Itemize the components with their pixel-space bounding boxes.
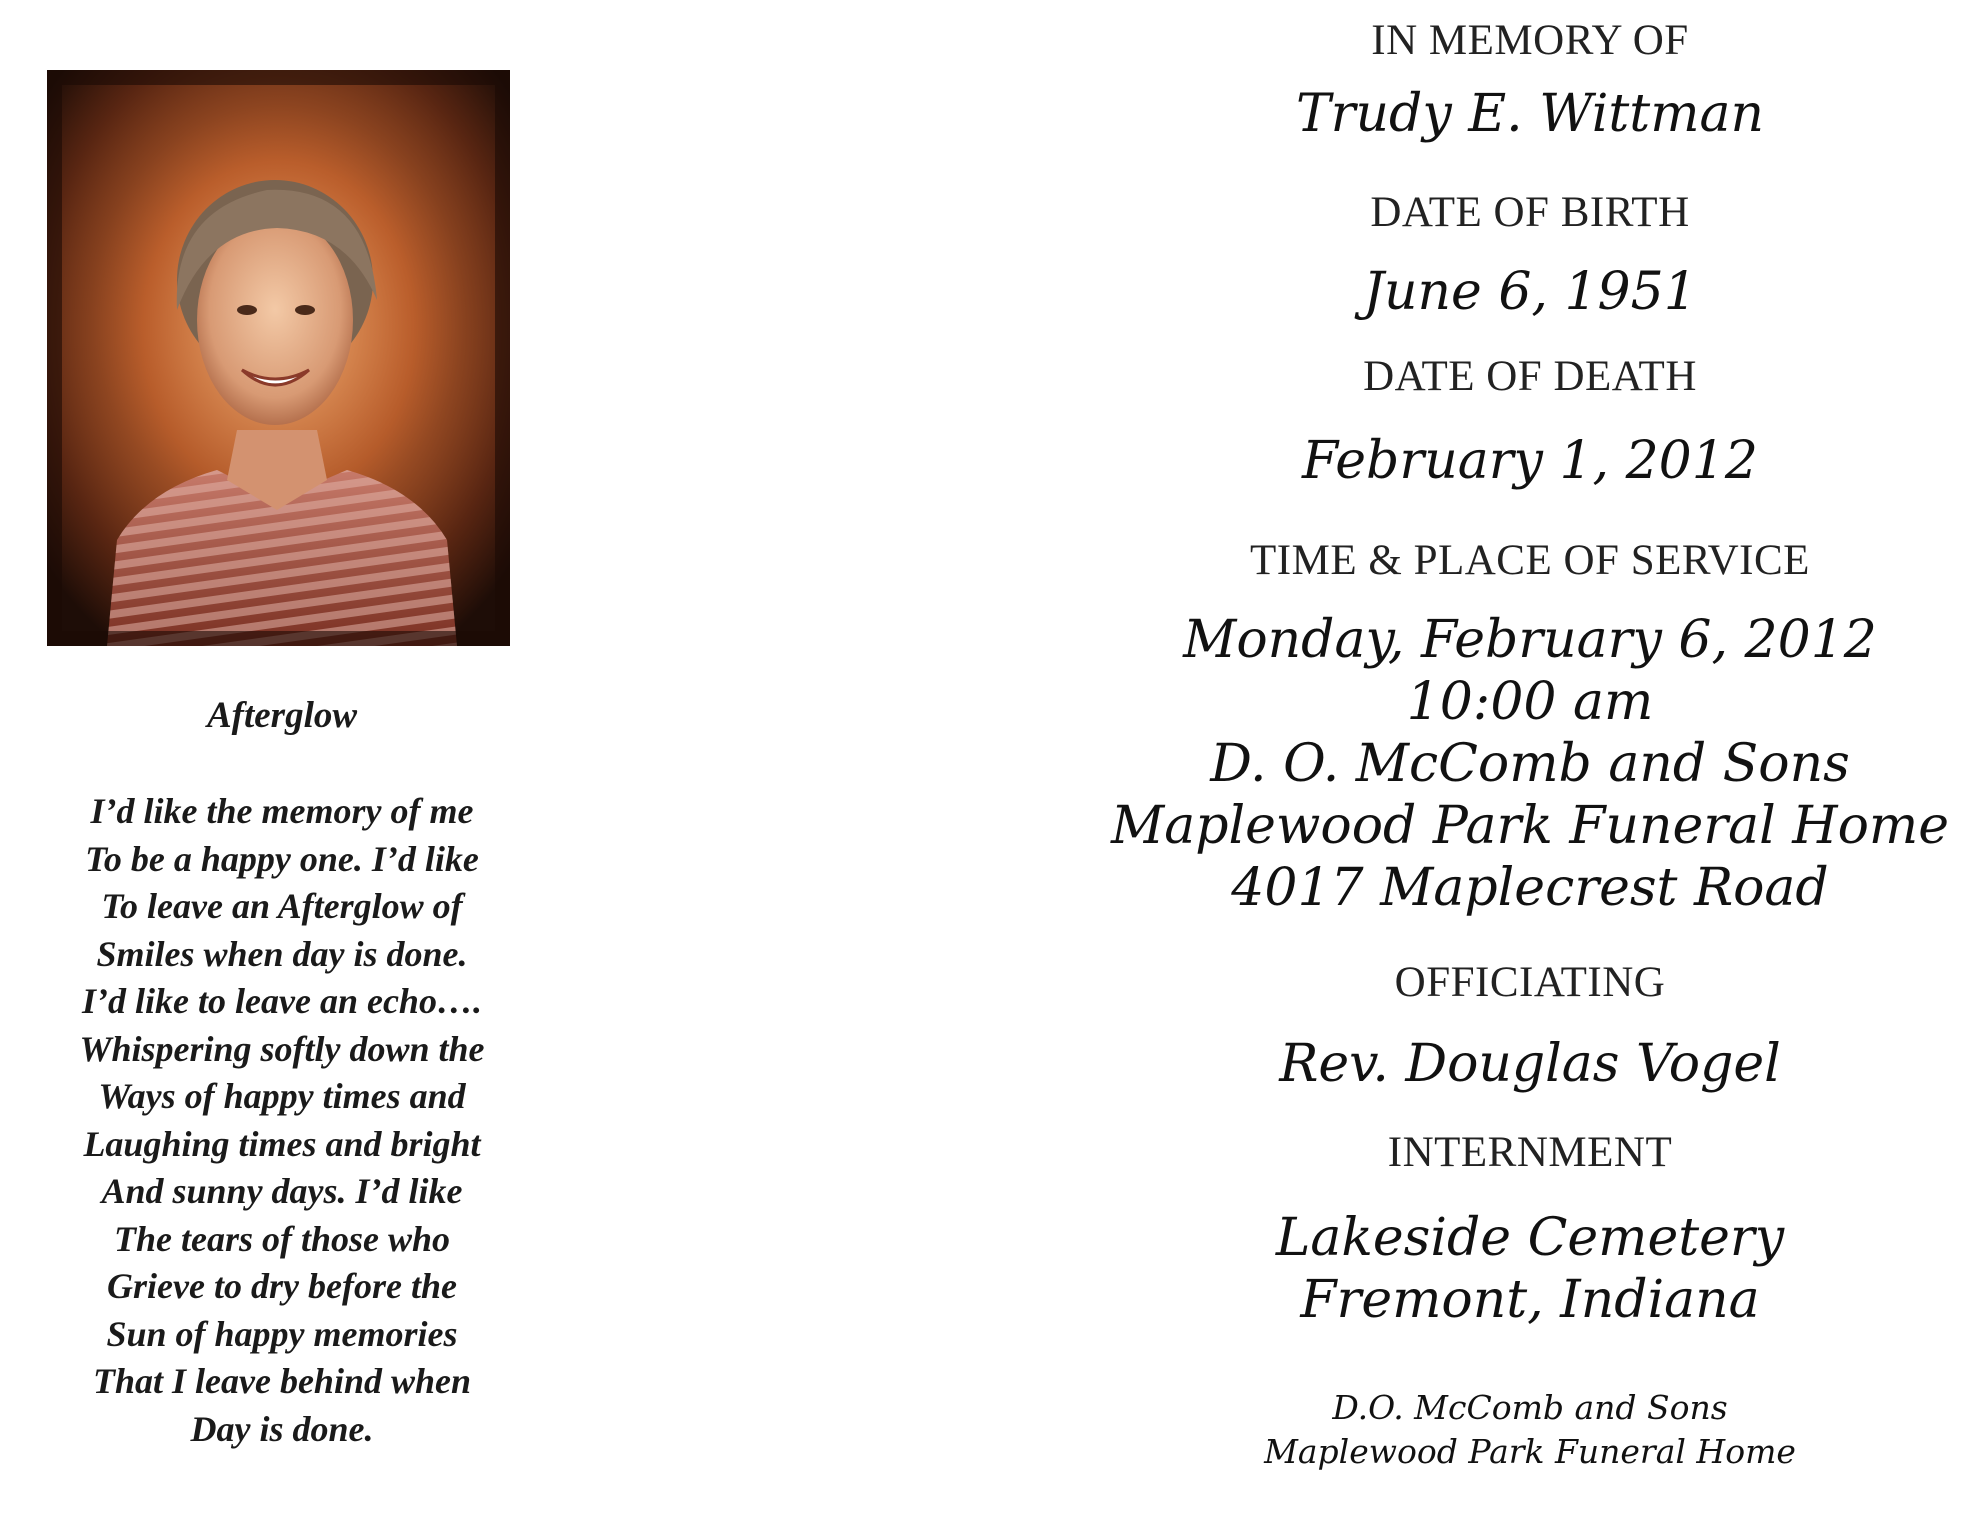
deceased-name: Trudy E. Wittman	[1296, 84, 1764, 144]
poem-body	[40, 788, 524, 1453]
poem-line: I’d like to leave an echo….	[82, 981, 482, 1021]
funeral-home-line-2: Maplewood Park Funeral Home	[1110, 796, 1950, 856]
funeral-home-line-1: D. O. McComb and Sons	[1210, 734, 1850, 794]
birth-date: June 6, 1951	[1363, 262, 1697, 322]
in-memory-heading: IN MEMORY OF	[1371, 17, 1689, 64]
service-time: 10:00 am	[1406, 672, 1654, 732]
poem-line: That I leave behind when	[92, 1361, 472, 1401]
service-heading: TIME & PLACE OF SERVICE	[1250, 537, 1810, 584]
poem-line: Smiles when day is done.	[96, 933, 468, 974]
poem-title: Afterglow	[206, 695, 358, 736]
poem-line: Sun of happy memories	[106, 1313, 458, 1354]
poem-line: Day is done.	[190, 1408, 374, 1449]
officiating-heading: OFFICIATING	[1394, 959, 1666, 1006]
poem-line: To be a happy one. I’d like	[85, 838, 479, 879]
birth-heading: DATE OF BIRTH	[1370, 189, 1690, 236]
poem-line: The tears of those who	[113, 1218, 451, 1259]
portrait-photo	[47, 70, 510, 646]
officiant-name: Rev. Douglas Vogel	[1279, 1034, 1781, 1094]
portrait-illustration	[47, 70, 510, 646]
poem-line: To leave an Afterglow of	[101, 886, 463, 926]
poem-line: Whispering softly down the	[79, 1028, 485, 1069]
poem-line: I’d like the memory of me	[90, 791, 474, 831]
poem-line: Grieve to dry before the	[107, 1266, 457, 1306]
internment-heading: INTERNMENT	[1387, 1129, 1673, 1176]
death-date: February 1, 2012	[1302, 431, 1758, 491]
service-address: 4017 Maplecrest Road	[1231, 858, 1829, 918]
death-heading: DATE OF DEATH	[1363, 353, 1697, 400]
poem-line: Laughing times and bright	[83, 1123, 481, 1164]
footer-line-1: D.O. McComb and Sons	[1332, 1388, 1728, 1427]
poem-line: And sunny days. I’d like	[101, 1171, 463, 1211]
service-date: Monday, February 6, 2012	[1183, 610, 1877, 670]
service-details-panel	[1080, 0, 1980, 1531]
poem-line: Ways of happy times and	[98, 1076, 466, 1116]
footer-line-2: Maplewood Park Funeral Home	[1264, 1432, 1796, 1471]
cemetery-name: Lakeside Cemetery	[1275, 1208, 1785, 1268]
cemetery-location: Fremont, Indiana	[1300, 1270, 1760, 1330]
